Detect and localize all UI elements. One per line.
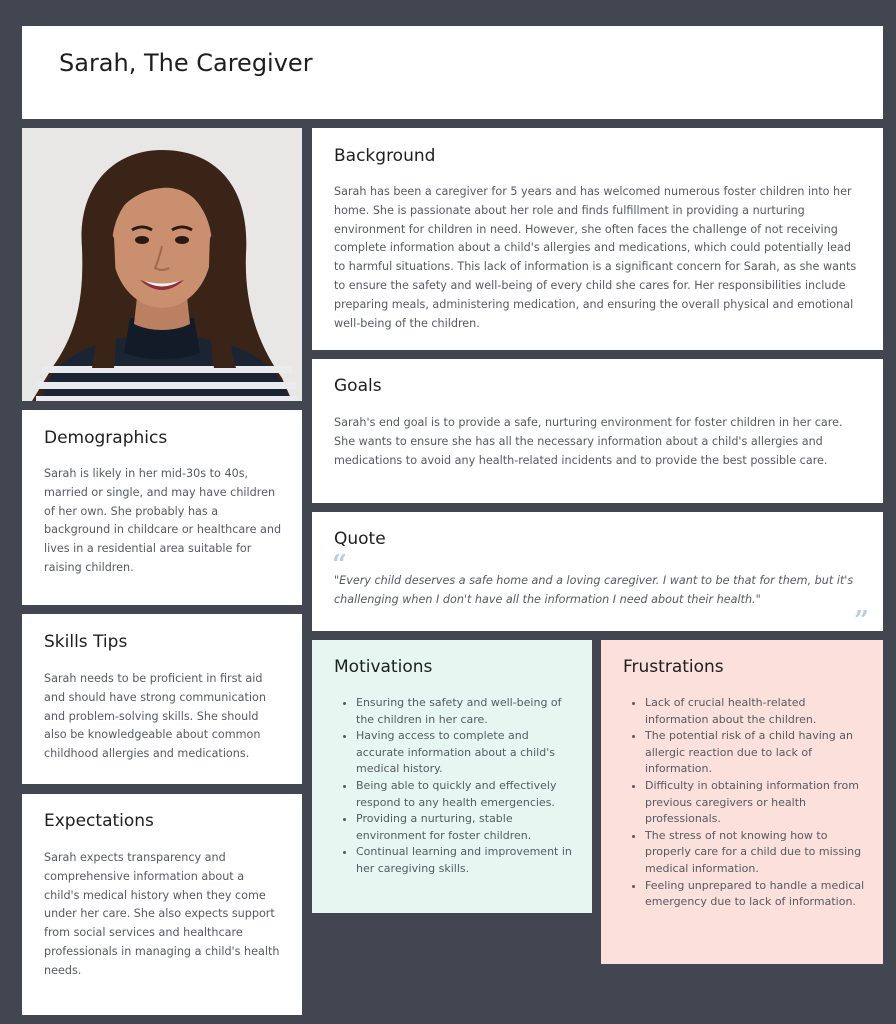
frustrations-list [623,695,869,911]
list-item: • Ensuring the safety and well-being of the children in her care. [356,695,578,728]
background-heading: Background [334,146,436,166]
close-quote-icon: ” [854,606,869,636]
skills-heading: Skills Tips [44,632,128,652]
list-item: • Providing a nurturing, stable environment for foster children. [356,811,578,844]
list-item: • Being able to quickly and effectively respond to any health emergencies. [356,778,578,811]
list-item: • Lack of crucial health-related information about the children. [645,695,869,728]
expectations-card [22,794,302,1015]
list-item: • Having access to complete and accurate information about a child's medical history. [356,728,578,778]
goals-text: Sarah's end goal is to provide a safe, nurturing environment for foster children in her care. She wants to ensure she has all the necessary information about a child's allergies and medications to avoid any health-related incidents and to provide the best possible care. [334,416,843,467]
goals-heading: Goals [334,376,382,396]
expectations-text: Sarah expects transparency and comprehensive information about a child's medical history when they come under her care. She also expects support from social services and healthcare professionals in managing a child's health needs. [44,851,280,977]
profile-photo [22,128,302,401]
frustrations-card [601,640,883,964]
background-text: Sarah has been a caregiver for 5 years and has welcomed numerous foster children into her home. She is passionate about her role and finds fulfillment in providing a nurturing environment for children in need. However, she often faces the challenge of not receiving complete information about a child's allergies and medications, which could potentially lead to harmful situations. This lack of information is a significant concern for Sarah, as she wants to ensure the safety and well-being of every child she cares for. Her responsibilities include preparing meals, administering medication, and ensuring the overall physical and emotional well-being of the children. [334,185,857,330]
quote-heading: Quote [334,529,386,549]
quote-card [312,512,883,636]
demographics-card [22,410,302,605]
list-item: • Difficulty in obtaining information from previous caregivers or health professionals. [645,778,869,828]
list-item: • Feeling unprepared to handle a medical emergency due to lack of information. [645,878,869,911]
demographics-heading: Demographics [44,428,168,448]
page-title: Sarah, The Caregiver [59,49,313,77]
skills-text: Sarah needs to be proficient in first aid and should have strong communication and problem-solving skills. She should also be knowledgeable about common childhood allergies and medications. [44,672,266,761]
profile-photo-illustration [22,128,302,401]
motivations-heading: Motivations [334,657,433,677]
demographics-text: Sarah is likely in her mid-30s to 40s, married or single, and may have children of her own. She probably has a background in childcare or healthcare and lives in a residential area suitable for raising children. [44,467,282,574]
motivations-card [312,640,592,913]
quote-text: "Every child deserves a safe home and a loving caregiver. I want to be that for them, but it's challenging when I don't have all the information I need about their health." [334,574,854,606]
motivations-list [334,695,578,878]
list-item: • The stress of not knowing how to properly care for a child due to missing medical information. [645,828,869,878]
title-card [22,26,883,119]
background-card [312,128,883,350]
list-item: • The potential risk of a child having an allergic reaction due to lack of information. [645,728,869,778]
skills-card [22,614,302,784]
list-item: • Continual learning and improvement in her caregiving skills. [356,844,578,877]
frustrations-heading: Frustrations [623,657,724,677]
expectations-heading: Expectations [44,811,154,831]
open-quote-icon: “ [332,550,347,580]
goals-card [312,359,883,503]
